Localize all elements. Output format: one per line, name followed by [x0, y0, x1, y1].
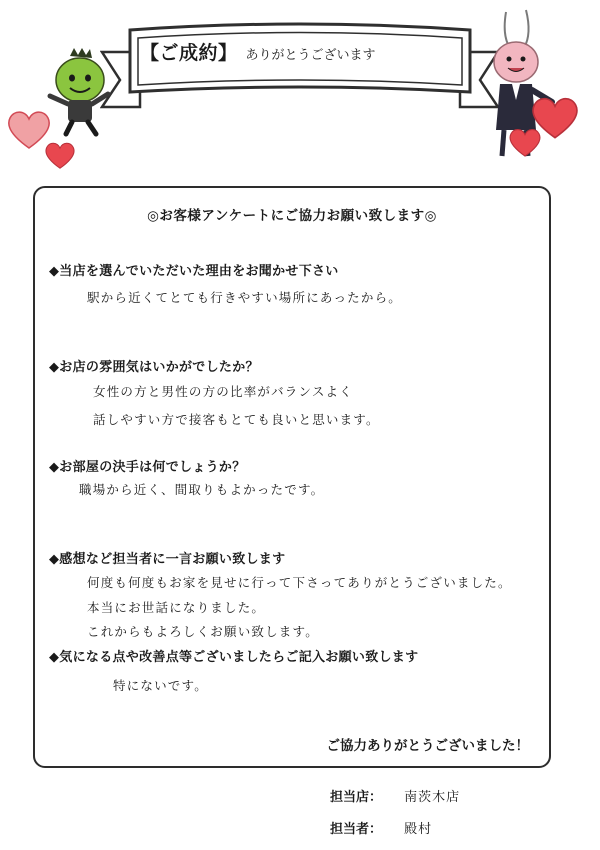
survey-title: ◎お客様アンケートにご協力お願い致します◎ [147, 208, 437, 224]
question-improvements: ◆気になる点や改善点等ございましたらご記入お願い致します [49, 650, 419, 665]
banner-subtitle: ありがとうございます [245, 48, 376, 63]
heart-icon [508, 126, 542, 158]
staff-label: 担当者： [330, 822, 383, 837]
answer-atmosphere-1: 女性の方と男性の方の比率がバランスよく [93, 384, 353, 399]
banner-title: 【ご成約】 [140, 42, 238, 64]
survey-box [33, 186, 551, 768]
question-reason: ◆当店を選んでいただいた理由をお聞かせ下さい [49, 264, 339, 279]
banner-text [140, 38, 460, 68]
answer-impressions-1: 何度も何度もお家を見せに行って下さってありがとうございました。 [87, 575, 512, 590]
answer-reason-1: 駅から近くてとても行きやすい場所にあったから。 [87, 290, 402, 305]
answer-impressions-2: 本当にお世話になりました。 [87, 600, 266, 615]
store-label: 担当店： [330, 790, 383, 805]
question-atmosphere: ◆お店の雰囲気はいかがでしたか？ [49, 360, 259, 375]
survey-closing: ご協力ありがとうございました！ [326, 738, 529, 754]
staff-value: 殿村 [404, 822, 433, 837]
answer-impressions-3: これからもよろしくお願い致します。 [87, 624, 319, 639]
question-impressions: ◆感想など担当者に一言お願い致します [49, 552, 286, 567]
footer-staff [330, 818, 432, 837]
heart-icon [44, 140, 76, 170]
green-character-illustration [40, 48, 120, 138]
question-decision: ◆お部屋の決手は何でしょうか？ [49, 460, 246, 475]
answer-atmosphere-2: 話しやすい方で接客もとても良いと思います。 [93, 412, 380, 427]
answer-improvements-1: 特にないです。 [113, 678, 208, 693]
footer-store [330, 786, 460, 805]
answer-decision-1: 職場から近く、間取りもよかったです。 [79, 482, 325, 497]
store-value: 南茨木店 [404, 790, 461, 805]
